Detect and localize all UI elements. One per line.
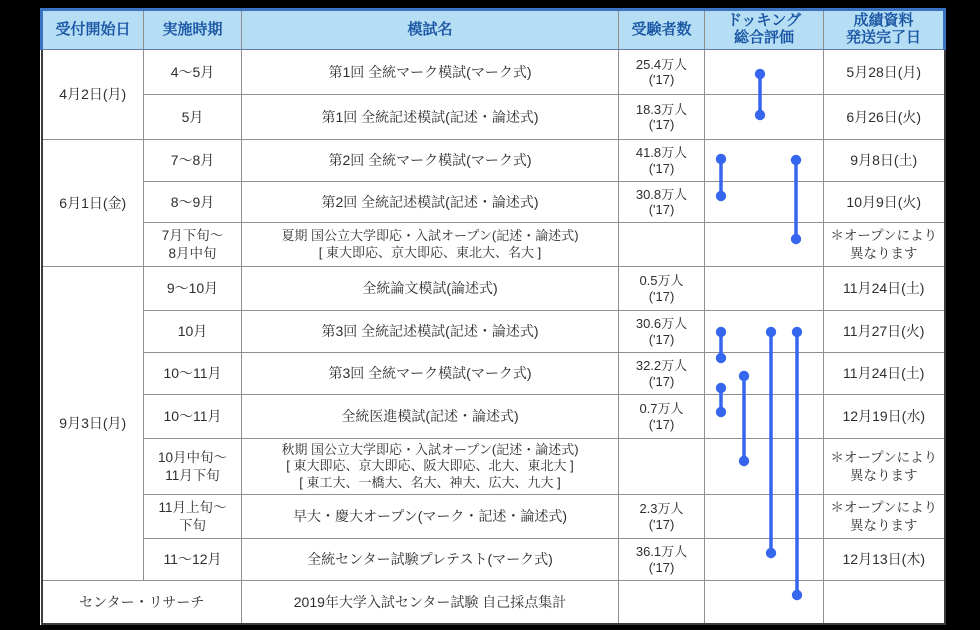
result-date-cell: ＊オープンにより 異なります bbox=[824, 495, 945, 539]
docking-cell bbox=[705, 495, 824, 539]
docking-cell bbox=[705, 395, 824, 439]
period-cell: 10月 bbox=[144, 311, 242, 353]
period-cell: 10月中旬〜 11月下旬 bbox=[144, 439, 242, 495]
center-research-cell: センター・リサーチ bbox=[42, 581, 242, 624]
docking-cell bbox=[705, 223, 824, 267]
result-date-cell: 11月24日(土) bbox=[824, 267, 945, 311]
examinees-cell: 0.5万人 ('17) bbox=[619, 267, 705, 311]
header-examinees: 受験者数 bbox=[619, 10, 705, 50]
table-row bbox=[42, 223, 945, 267]
application-date-cell: 9月3日(月) bbox=[42, 267, 144, 581]
table-row bbox=[42, 311, 945, 353]
header-exam-name: 模試名 bbox=[242, 10, 619, 50]
docking-cell bbox=[705, 140, 824, 182]
period-cell: 10〜11月 bbox=[144, 353, 242, 395]
examinees-cell: 41.8万人 ('17) bbox=[619, 140, 705, 182]
exam-name-cell: 第3回 全統記述模試(記述・論述式) bbox=[242, 311, 619, 353]
examinees-cell: 18.3万人 ('17) bbox=[619, 95, 705, 140]
examinees-cell: 25.4万人 ('17) bbox=[619, 50, 705, 95]
result-date-cell: 10月9日(火) bbox=[824, 182, 945, 223]
table-row bbox=[42, 182, 945, 223]
docking-cell bbox=[705, 581, 824, 624]
table-row bbox=[42, 439, 945, 495]
examinees-cell: 32.2万人 ('17) bbox=[619, 353, 705, 395]
examinees-cell: 36.1万人 ('17) bbox=[619, 539, 705, 581]
exam-name-cell: 第3回 全統マーク模試(マーク式) bbox=[242, 353, 619, 395]
exam-name-cell: 全統論文模試(論述式) bbox=[242, 267, 619, 311]
exam-name-cell: 2019年大学入試センター試験 自己採点集計 bbox=[242, 581, 619, 624]
period-cell: 5月 bbox=[144, 95, 242, 140]
mock-exam-schedule-table bbox=[40, 8, 946, 625]
examinees-cell bbox=[619, 439, 705, 495]
result-date-cell: 11月27日(火) bbox=[824, 311, 945, 353]
table-row bbox=[42, 395, 945, 439]
result-date-cell: 11月24日(土) bbox=[824, 353, 945, 395]
docking-cell bbox=[705, 311, 824, 353]
period-cell: 7〜8月 bbox=[144, 140, 242, 182]
result-date-cell: 12月19日(水) bbox=[824, 395, 945, 439]
exam-name-cell: 第2回 全統記述模試(記述・論述式) bbox=[242, 182, 619, 223]
result-date-cell bbox=[824, 581, 945, 624]
exam-name-cell: 第1回 全統記述模試(記述・論述式) bbox=[242, 95, 619, 140]
table-row bbox=[42, 353, 945, 395]
docking-cell bbox=[705, 353, 824, 395]
exam-name-cell: 全統医進模試(記述・論述式) bbox=[242, 395, 619, 439]
docking-cell bbox=[705, 182, 824, 223]
exam-name-cell: 秋期 国公立大学即応・入試オープン(記述・論述式) [ 東大即応、京大即応、阪大即応、北大、東北大 ] [ 東工大、一橋大、名大、神大、広大、九大 ] bbox=[242, 439, 619, 495]
examinees-cell: 30.6万人 ('17) bbox=[619, 311, 705, 353]
application-date-cell: 6月1日(金) bbox=[42, 140, 144, 267]
docking-cell bbox=[705, 95, 824, 140]
examinees-cell bbox=[619, 581, 705, 624]
table-row bbox=[42, 95, 945, 140]
table-row bbox=[42, 539, 945, 581]
header-period: 実施時期 bbox=[144, 10, 242, 50]
table-row bbox=[42, 50, 945, 95]
result-date-cell: ＊オープンにより 異なります bbox=[824, 223, 945, 267]
header-docking-evaluation: ドッキング 総合評価 bbox=[705, 10, 824, 50]
period-cell: 7月下旬〜 8月中旬 bbox=[144, 223, 242, 267]
period-cell: 10〜11月 bbox=[144, 395, 242, 439]
docking-cell bbox=[705, 50, 824, 95]
exam-name-cell: 第2回 全統マーク模試(マーク式) bbox=[242, 140, 619, 182]
result-date-cell: 9月8日(土) bbox=[824, 140, 945, 182]
header-row bbox=[42, 10, 945, 50]
exam-name-cell: 夏期 国公立大学即応・入試オープン(記述・論述式) [ 東大即応、京大即応、東北大、名大 ] bbox=[242, 223, 619, 267]
examinees-cell: 0.7万人 ('17) bbox=[619, 395, 705, 439]
result-date-cell: ＊オープンにより 異なります bbox=[824, 439, 945, 495]
period-cell: 8〜9月 bbox=[144, 182, 242, 223]
examinees-cell: 30.8万人 ('17) bbox=[619, 182, 705, 223]
exam-name-cell: 早大・慶大オープン(マーク・記述・論述式) bbox=[242, 495, 619, 539]
period-cell: 11月上旬〜 下旬 bbox=[144, 495, 242, 539]
table-row bbox=[42, 495, 945, 539]
result-date-cell: 12月13日(木) bbox=[824, 539, 945, 581]
examinees-cell: 2.3万人 ('17) bbox=[619, 495, 705, 539]
period-cell: 9〜10月 bbox=[144, 267, 242, 311]
header-result-shipping-date: 成績資料 発送完了日 bbox=[824, 10, 945, 50]
header-application-start: 受付開始日 bbox=[42, 10, 144, 50]
docking-cell bbox=[705, 439, 824, 495]
result-date-cell: 5月28日(月) bbox=[824, 50, 945, 95]
application-date-cell: 4月2日(月) bbox=[42, 50, 144, 140]
result-date-cell: 6月26日(火) bbox=[824, 95, 945, 140]
table-row bbox=[42, 267, 945, 311]
table-row bbox=[42, 140, 945, 182]
table-row bbox=[42, 581, 945, 624]
period-cell: 11〜12月 bbox=[144, 539, 242, 581]
exam-name-cell: 第1回 全統マーク模試(マーク式) bbox=[242, 50, 619, 95]
exam-name-cell: 全統センター試験プレテスト(マーク式) bbox=[242, 539, 619, 581]
period-cell: 4〜5月 bbox=[144, 50, 242, 95]
docking-cell bbox=[705, 539, 824, 581]
docking-cell bbox=[705, 267, 824, 311]
examinees-cell bbox=[619, 223, 705, 267]
